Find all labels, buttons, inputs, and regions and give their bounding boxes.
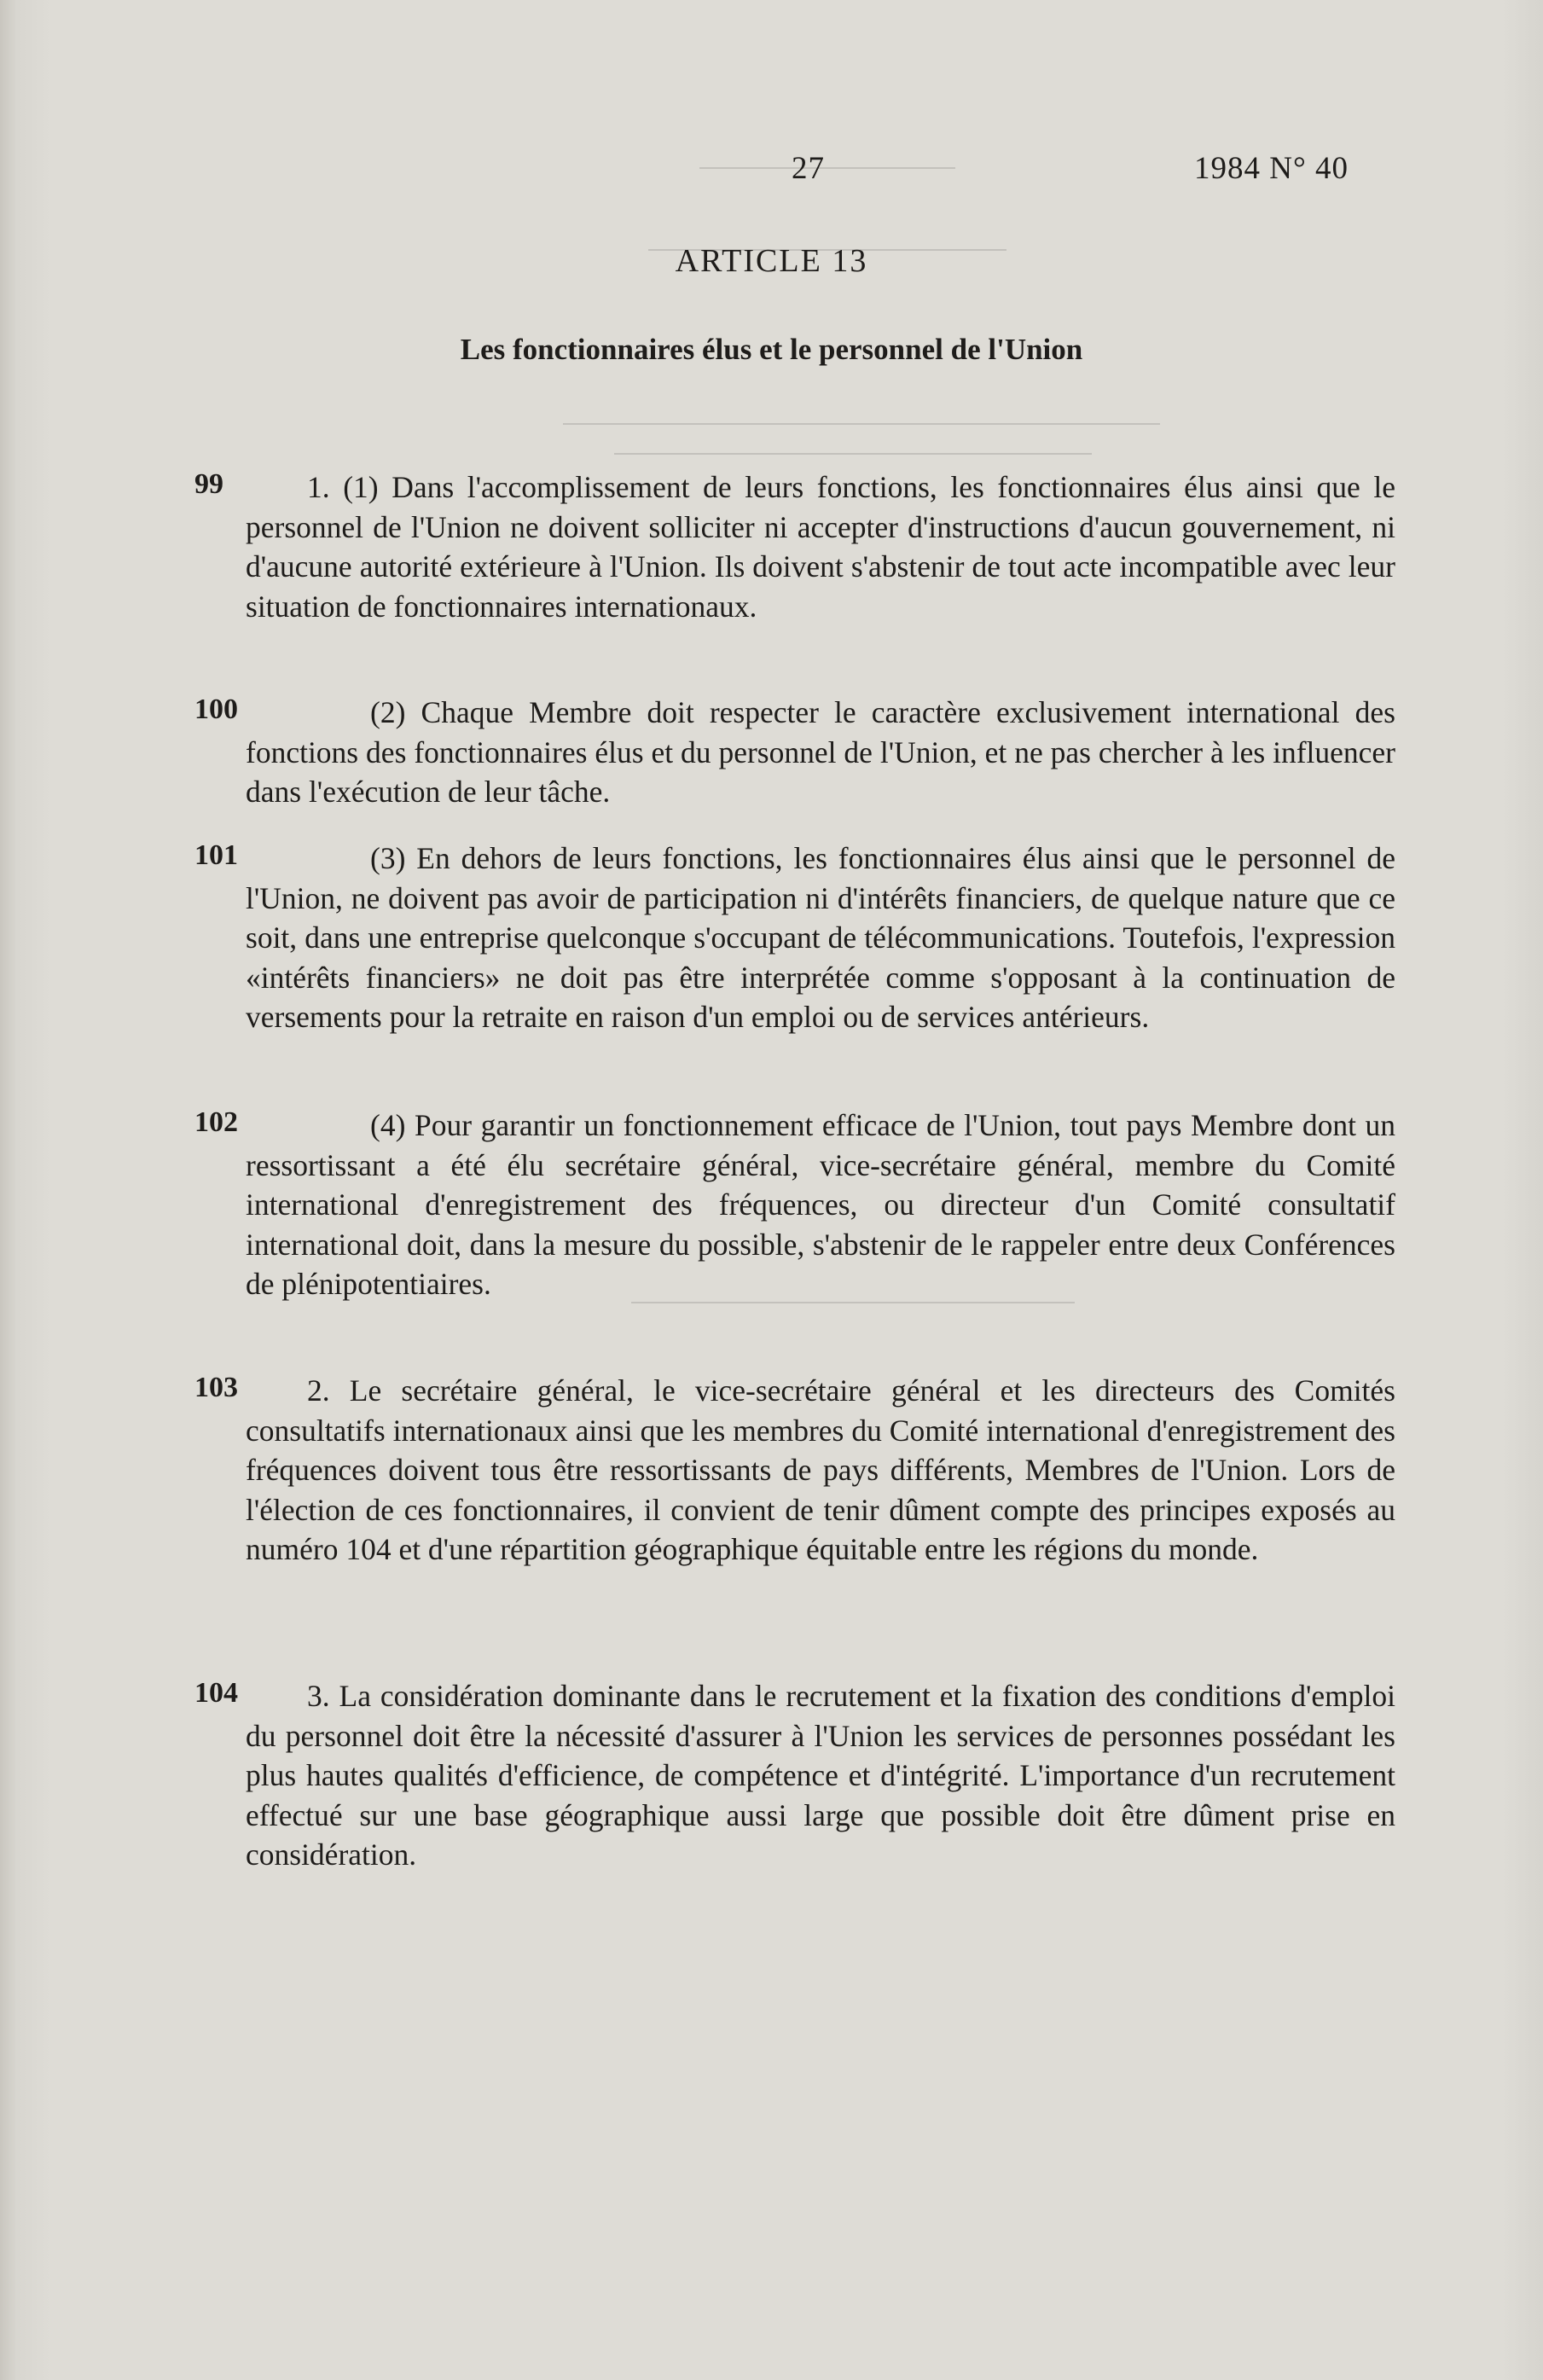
paragraph: 3. La considération dominante dans le recrutement et la fixation des conditions d'emploi du personnel doit être la nécessité d'assurer à l'Union les services de personnes possédant les plus hautes qualités d'efficience, de compétence et d'intégrité. L'importance d'un recrutement effectué sur une base géographique aussi large que possible doit être dûment prise en considération. <box>246 1679 1395 1872</box>
paragraph: (3) En dehors de leurs fonctions, les fonctionnaires élus ainsi que le personnel de l'Union, ne doivent pas avoir de participation ni d'intérêts financiers, de quelque nature que ce soit, dans une entreprise quelconque s'occupant de télécommunications. Toutefois, l'expression «intérêts financiers» ne doit pas être interprétée comme s'opposant à la continuation de versements pour la retraite en raison d'un emploi ou de services antérieurs. <box>246 841 1395 1034</box>
margin-number: 99 <box>194 468 223 500</box>
margin-number: 104 <box>194 1677 238 1709</box>
paragraph: (4) Pour garantir un fonctionnement efficace de l'Union, tout pays Membre dont un ressortissant a été élu secrétaire général, vice-secrétaire général, membre du Comité international d'enregistrement des fréquences, ou directeur d'un Comité consultatif international doit, dans la mesure du possible, s'abstenir de le rappeler entre deux Conférences de plénipotentiaires. <box>246 1108 1395 1301</box>
margin-number: 102 <box>194 1106 238 1138</box>
document-reference: 1984 N° 40 <box>1194 151 1349 186</box>
article-subtitle: Les fonctionnaires élus et le personnel de l'Union <box>460 333 1083 366</box>
paragraph: (2) Chaque Membre doit respecter le caractère exclusivement international des fonctions des fonctionnaires élus et du personnel de l'Union, et ne pas chercher à les influencer dans l'exécution de leur tâche. <box>246 695 1395 809</box>
paragraph: 2. Le secrétaire général, le vice-secrétaire général et les directeurs des Comités consultatifs internationaux ainsi que les membres du Comité international d'enregistrement des fréquences doivent tous être ressortissants de pays différents, Membres de l'Union. Lors de l'élection de ces fonctionnaires, il convient de tenir dûment compte des principes exposés au numéro 104 et d'une répartition géographique équitable entre les régions du monde. <box>246 1373 1395 1566</box>
article-title: ARTICLE 13 <box>675 243 868 279</box>
page-number: 27 <box>792 151 825 186</box>
paragraph: 1. (1) Dans l'accomplissement de leurs fonctions, les fonctionnaires élus ainsi que le personnel de l'Union ne doivent solliciter ni accepter d'instructions d'aucun gouvernement, ni d'aucune autorité extérieure à l'Union. Ils doivent s'abstenir de tout acte incompatible avec leur situation de fonctionnaires internationaux. <box>246 470 1395 624</box>
margin-number: 103 <box>194 1372 238 1403</box>
margin-number: 100 <box>194 694 238 725</box>
margin-number: 101 <box>194 839 238 871</box>
